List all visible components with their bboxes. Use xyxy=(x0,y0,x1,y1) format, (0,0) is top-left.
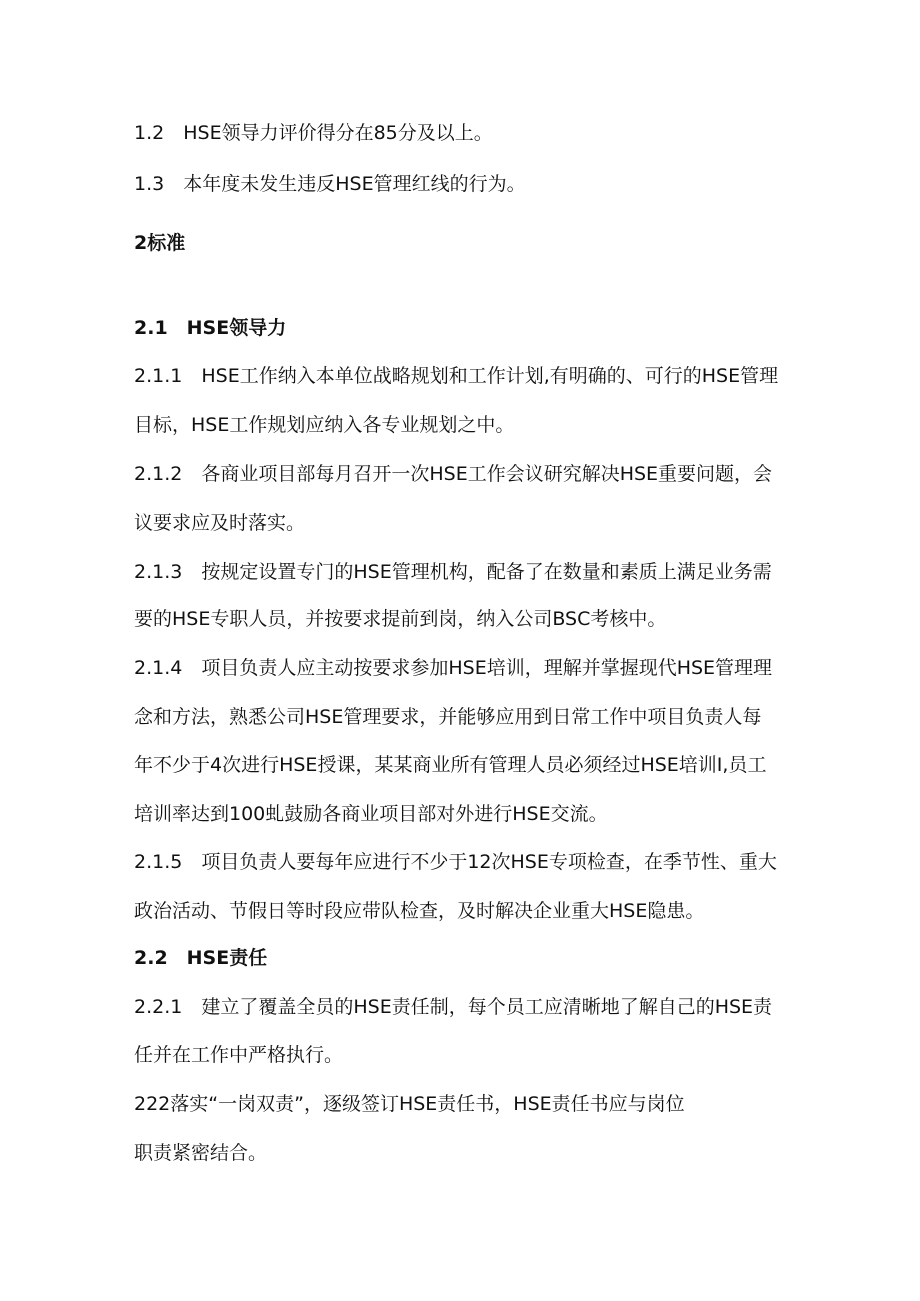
clause-1-3: 1.3 本年度未发生违反HSE管理红线的行为。 xyxy=(134,173,526,195)
clause-2-2-1-line-1: 2.2.1 建立了覆盖全员的HSE责任制，每个员工应清晰地了解自己的HSE责 xyxy=(134,996,773,1018)
section-heading-2-2: 2.2 HSE责任 xyxy=(134,947,268,969)
clause-2-1-1-line-1: 2.1.1 HSE工作纳入本单位战略规划和工作计划,有明确的、可行的HSE管理 xyxy=(134,365,779,387)
clause-2-2-2-line-2: 职责紧密结合。 xyxy=(134,1142,268,1164)
clause-2-1-4-line-4: 培训率达到100虬鼓励各商业项目部对外进行HSE交流。 xyxy=(134,803,608,825)
clause-2-2-2-line-1: 222落实“一岗双责”，逐级签订HSE责任书，HSE责任书应与岗位 xyxy=(134,1093,685,1115)
clause-2-1-4-line-1: 2.1.4 项目负责人应主动按要求参加HSE培训，理解并掌握现代HSE管理理 xyxy=(134,657,773,679)
section-heading-2-1: 2.1 HSE领导力 xyxy=(134,317,287,339)
clause-2-1-4-line-3: 年不少于4次进行HSE授课，某某商业所有管理人员必须经过HSE培训I,员工 xyxy=(134,754,767,776)
section-heading-2: 2标准 xyxy=(134,232,186,254)
clause-2-1-1-line-2: 目标，HSE工作规划应纳入各专业规划之中。 xyxy=(134,414,515,436)
clause-2-2-1-line-2: 任并在工作中严格执行。 xyxy=(134,1044,344,1066)
clause-2-1-5-line-2: 政治活动、节假日等时段应带队检查，及时解决企业重大HSE隐患。 xyxy=(134,900,705,922)
clause-2-1-2-line-2: 议要求应及时落实。 xyxy=(134,512,306,534)
clause-2-1-2-line-1: 2.1.2 各商业项目部每月召开一次HSE工作会议研究解决HSE重要问题，会 xyxy=(134,463,773,485)
clause-2-1-5-line-1: 2.1.5 项目负责人要每年应进行不少于12次HSE专项检查，在季节性、重大 xyxy=(134,851,777,873)
clause-1-2: 1.2 HSE领导力评价得分在85分及以上。 xyxy=(134,122,493,144)
clause-2-1-3-line-2: 要的HSE专职人员，并按要求提前到岗，纳入公司BSC考核中。 xyxy=(134,608,667,630)
clause-2-1-4-line-2: 念和方法，熟悉公司HSE管理要求，并能够应用到日常工作中项目负责人每 xyxy=(134,706,762,728)
clause-2-1-3-line-1: 2.1.3 按规定设置专门的HSE管理机构，配备了在数量和素质上满足业务需 xyxy=(134,561,772,583)
